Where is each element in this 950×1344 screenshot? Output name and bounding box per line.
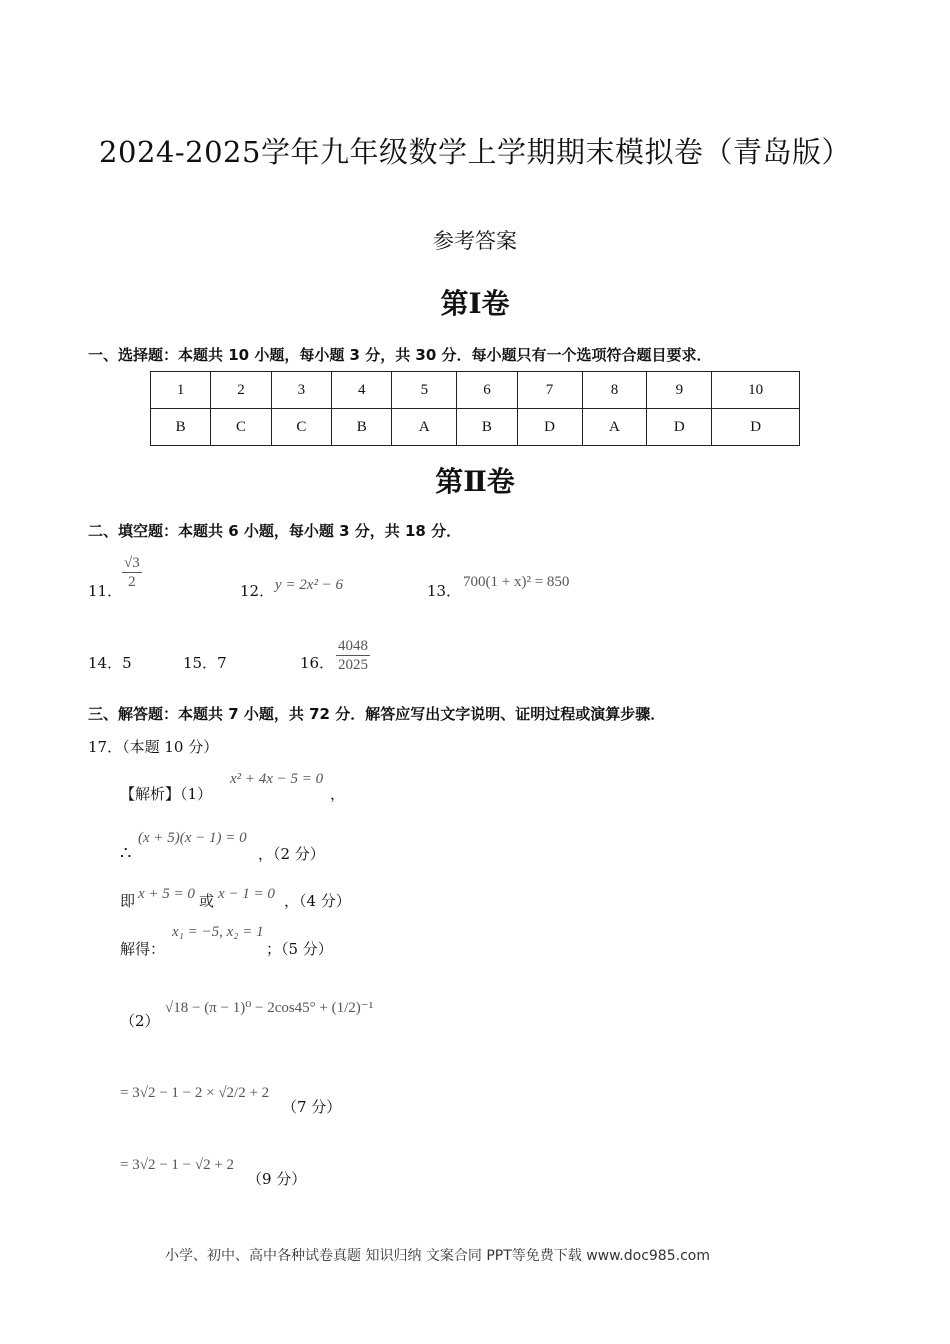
- table-cell: C: [211, 409, 271, 446]
- q17-eq1-tail: ，: [330, 785, 346, 803]
- q13-label: 13．: [427, 582, 462, 600]
- section-1-heading: 一、选择题：本题共 10 小题，每小题 3 分，共 30 分．每小题只有一个选项符合题目要求．: [88, 346, 712, 364]
- table-row-answers: [151, 409, 800, 446]
- table-cell: A: [582, 409, 647, 446]
- q17-eq5: √18 − (π − 1)⁰ − 2cos45° + (1/2)⁻¹: [165, 1000, 374, 1016]
- subtitle: 参考答案: [433, 229, 517, 253]
- table-cell: 1: [151, 372, 211, 409]
- q15-answer: 15．7: [183, 654, 227, 672]
- q17-part2-label: （2）: [120, 1012, 160, 1030]
- table-cell: D: [647, 409, 712, 446]
- q13-answer: 700(1 + x)² = 850: [463, 574, 570, 590]
- q16-numerator: 4048: [338, 638, 368, 654]
- q17-analysis-label: 【解析】（1）: [120, 785, 213, 803]
- q17-header: 17．（本题 10 分）: [88, 738, 219, 756]
- q11-denominator: 2: [128, 574, 136, 590]
- table-cell: 8: [582, 372, 647, 409]
- table-cell: 10: [712, 372, 800, 409]
- q17-huo: 或: [199, 892, 215, 910]
- therefore-symbol: ∴: [120, 843, 132, 864]
- table-cell: 7: [517, 372, 582, 409]
- q17-eq4: x₁ = −5, x₂ = 1: [172, 924, 264, 940]
- q17-eq7: = 3√2 − 1 − √2 + 2: [120, 1157, 235, 1173]
- q17-jiede: 解得：: [120, 940, 166, 958]
- answer-table: [150, 371, 800, 446]
- q17-eq7-score: （9 分）: [247, 1170, 307, 1188]
- q11-label: 11．: [88, 582, 123, 600]
- q17-eq4-score: ；（5 分）: [266, 940, 333, 958]
- table-cell: D: [517, 409, 582, 446]
- footer: 小学、初中、高中各种试卷真题 知识归纳 文案合同 PPT等免费下载 www.doc985.com: [165, 1248, 710, 1264]
- q17-eq6: = 3√2 − 1 − 2 × √2/2 + 2: [120, 1085, 270, 1101]
- q16-denominator: 2025: [338, 657, 368, 673]
- q17-eq1: x² + 4x − 5 = 0: [230, 771, 324, 787]
- q16-label: 16．: [300, 654, 335, 672]
- table-cell: 5: [392, 372, 457, 409]
- q14-answer: 14．5: [88, 654, 132, 672]
- table-cell: 9: [647, 372, 712, 409]
- q11-answer: [122, 554, 142, 591]
- section-2-heading: 二、填空题：本题共 6 小题，每小题 3 分，共 18 分．: [88, 522, 462, 540]
- table-row-numbers: [151, 372, 800, 409]
- q12-label: 12．: [240, 582, 275, 600]
- q17-eq3a: x + 5 = 0: [138, 886, 195, 902]
- volume-2-heading: 第Ⅱ卷: [435, 465, 515, 498]
- table-cell: B: [457, 409, 517, 446]
- table-cell: B: [332, 409, 392, 446]
- q17-ji: 即: [120, 892, 136, 910]
- volume-1-heading: 第Ⅰ卷: [440, 287, 510, 320]
- page-title: 2024-2025学年九年级数学上学期期末模拟卷（青岛版）: [99, 135, 851, 169]
- q17-eq6-score: （7 分）: [282, 1098, 342, 1116]
- q17-eq3-score: ，（4 分）: [284, 892, 351, 910]
- table-cell: D: [712, 409, 800, 446]
- q12-answer: y = 2x² − 6: [275, 577, 344, 593]
- table-cell: C: [271, 409, 331, 446]
- table-cell: 4: [332, 372, 392, 409]
- q16-answer: [336, 637, 370, 674]
- table-cell: 6: [457, 372, 517, 409]
- q11-numerator: √3: [124, 555, 140, 571]
- q17-eq2-score: ，（2 分）: [258, 845, 325, 863]
- table-cell: 3: [271, 372, 331, 409]
- table-cell: B: [151, 409, 211, 446]
- section-3-heading: 三、解答题：本题共 7 小题，共 72 分．解答应写出文字说明、证明过程或演算步骤．: [88, 705, 666, 723]
- q17-eq3b: x − 1 = 0: [218, 886, 275, 902]
- table-cell: 2: [211, 372, 271, 409]
- table-cell: A: [392, 409, 457, 446]
- q17-eq2: (x + 5)(x − 1) = 0: [138, 830, 247, 846]
